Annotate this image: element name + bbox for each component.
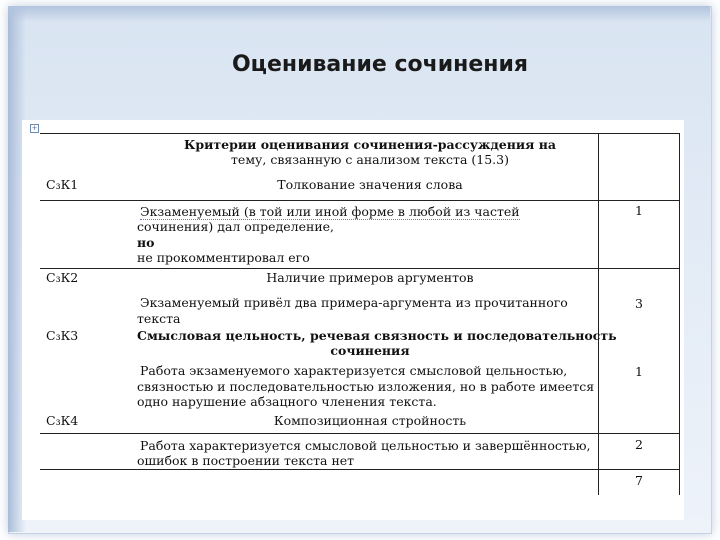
- table-anchor-icon[interactable]: +: [31, 124, 38, 132]
- total-score: 7: [635, 473, 643, 488]
- criterion-text: ошибок в построении текста нет: [137, 453, 355, 468]
- criterion-score: 2: [635, 437, 643, 452]
- criterion-text: Экзаменуемый привёл два примера-аргумента из прочитанного: [140, 295, 568, 310]
- criterion-text: связностью и последовательностью изложения, но в работе имеется: [137, 379, 595, 394]
- criterion-title: Наличие примеров аргументов: [266, 270, 474, 285]
- slide-title: Оценивание сочинения: [231, 52, 529, 77]
- criterion-title: Композиционная стройность: [273, 413, 467, 428]
- criterion-code: С₃К2: [46, 270, 79, 285]
- score-column-left-border: [598, 133, 599, 495]
- row-divider: [40, 200, 680, 201]
- criterion-text: Экзаменуемый (в той или иной форме в любой из частей: [140, 204, 520, 219]
- table-top-border: [40, 133, 680, 134]
- frame-top-shade: [8, 6, 710, 22]
- table-header-line1: Критерии оценивания сочинения-рассуждения на: [184, 137, 556, 152]
- criterion-score: 1: [635, 203, 643, 218]
- criterion-title-line2: сочинения: [330, 343, 410, 358]
- criterion-text: Работа экзаменуемого характеризуется смысловой цельностью,: [140, 363, 568, 378]
- criterion-code: С₃К4: [46, 413, 79, 428]
- criterion-text: одно нарушение абзацного членения текста.: [137, 394, 437, 409]
- table-header-line2: тему, связанную с анализом текста (15.3): [231, 152, 509, 167]
- criterion-code: С₃К1: [46, 177, 79, 192]
- criterion-text: но: [137, 235, 155, 250]
- score-column-right-border: [679, 133, 680, 495]
- criterion-code: С₃К3: [46, 328, 79, 343]
- criterion-score: 1: [635, 364, 643, 379]
- criterion-text: текста: [137, 311, 181, 326]
- criterion-text: сочинения) дал определение,: [137, 219, 335, 234]
- criterion-title-line1: Смысловая цельность, речевая связность и последовательность: [137, 328, 617, 343]
- criterion-text: Работа характеризуется смысловой цельностью и завершённостью,: [140, 438, 591, 453]
- row-divider: [40, 469, 680, 470]
- row-divider: [40, 268, 680, 269]
- row-divider: [40, 433, 680, 434]
- criterion-score: 3: [635, 296, 643, 311]
- criterion-title: Толкование значения слова: [277, 177, 463, 192]
- criterion-text: не прокомментировал его: [137, 250, 310, 265]
